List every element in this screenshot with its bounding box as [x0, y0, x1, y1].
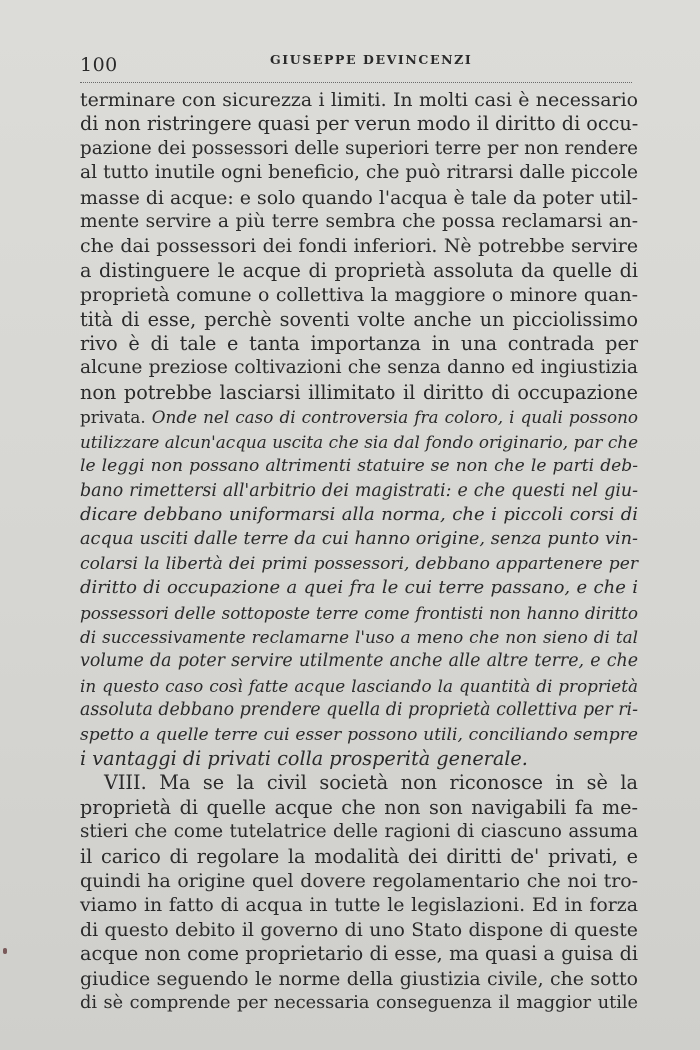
text-line: masse di acque: e solo quando l'acqua è tale da poter util- [80, 186, 638, 209]
page-number: 100 [80, 54, 118, 76]
italic-line: dicare debbano uniformarsi alla norma, che i piccoli corsi di [80, 503, 638, 525]
running-head: GIUSEPPE DEVINCENZI [270, 52, 473, 67]
text-line: proprietà comune o collettiva la maggiore o minore quan- [80, 284, 638, 307]
italic-line: possessori delle sottoposte terre come frontisti non hanno diritto [80, 602, 638, 623]
text-line: quindi ha origine quel dovere regolamentario che noi tro- [80, 870, 638, 892]
text-line: rivo è di tale e tanta importanza in una contrada per [80, 332, 638, 356]
section-heading-line: VIII. Ma se la civil società non riconosce in sè la [104, 771, 638, 795]
text-line: non potrebbe lasciarsi illimitato il diritto di occupazione [80, 380, 638, 404]
italic-line: di successivamente reclamarne l'uso a meno che non sieno di tal [80, 626, 638, 647]
text-line: terminare con sicurezza i limiti. In molti casi è necessario [80, 89, 638, 111]
text-line: giudice seguendo le norme della giustizia civile, che sotto [80, 967, 638, 990]
text-line: proprietà di quelle acque che non son navigabili fa me- [80, 795, 638, 819]
text-line: viamo in fatto di acqua in tutte le legislazioni. Ed in forza [80, 894, 638, 917]
text-line: stieri che come tutelatrice delle ragioni di ciascuno assuma [80, 821, 638, 843]
italic-line: utilizzare alcun'acqua uscita che sia dal fondo originario, par che [80, 431, 638, 452]
roman-run: privata. [80, 407, 152, 428]
text-line: di questo debito il governo di uno Stato dispone di queste [80, 918, 638, 941]
body-text [80, 88, 638, 1015]
italic-line: colarsi la libertà dei primi possessori, debbano appartenere per [80, 553, 638, 574]
page-header [80, 48, 632, 83]
italic-line: in questo caso così fatte acque lasciando la quantità di proprietà [80, 675, 638, 696]
text-line: mente servire a più terre sembra che possa reclamarsi an- [80, 211, 638, 233]
text-line: alcune preziose coltivazioni che senza danno ed ingiustizia [80, 357, 638, 379]
text-line: acque non come proprietario di esse, ma quasi a guisa di [80, 942, 638, 966]
italic-line: bano rimettersi all'arbitrio dei magistrati: e che questi nel giu- [80, 480, 638, 501]
text-line: a distinguere le acque di proprietà assoluta da quelle di [80, 258, 638, 282]
italic-line: acqua usciti dalle terre da cui hanno origine, senza punto vin- [80, 529, 638, 550]
text-line: di sè comprende per necessaria conseguenza il maggior utile [80, 993, 638, 1014]
text-line: pazione dei possessori delle superiori terre per non rendere [80, 137, 638, 159]
mixed-text-line [80, 405, 638, 429]
text-line: che dai possessori dei fondi inferiori. Nè potrebbe servire [80, 235, 638, 258]
italic-run: Onde nel caso di controversia fra coloro, i quali possono [151, 407, 638, 428]
text-line: il carico di regolare la modalità dei diritti de' privati, e [80, 844, 638, 868]
italic-line: le leggi non possano altrimenti statuire se non che le parti deb- [80, 456, 638, 477]
italic-line: volume da poter servire utilmente anche alle altre terre, e che [80, 651, 638, 672]
text-line: di non ristringere quasi per verun modo il diritto di occu- [80, 112, 639, 136]
italic-line: assoluta debbano prendere quella di proprietà collettiva per ri- [80, 700, 638, 721]
ink-speck [3, 948, 7, 954]
text-line: al tutto inutile ogni beneficio, che può ritrarsi dalle piccole [80, 162, 638, 184]
italic-line: i vantaggi di privati colla prosperità generale. [80, 746, 528, 770]
italic-line: diritto di occupazione a quei fra le cui terre passano, e che i [80, 577, 638, 599]
italic-line: spetto a quelle terre cui esser possono utili, conciliando sempre [80, 724, 638, 745]
text-line: tità di esse, perchè soventi volte anche un picciolissimo [80, 307, 638, 331]
